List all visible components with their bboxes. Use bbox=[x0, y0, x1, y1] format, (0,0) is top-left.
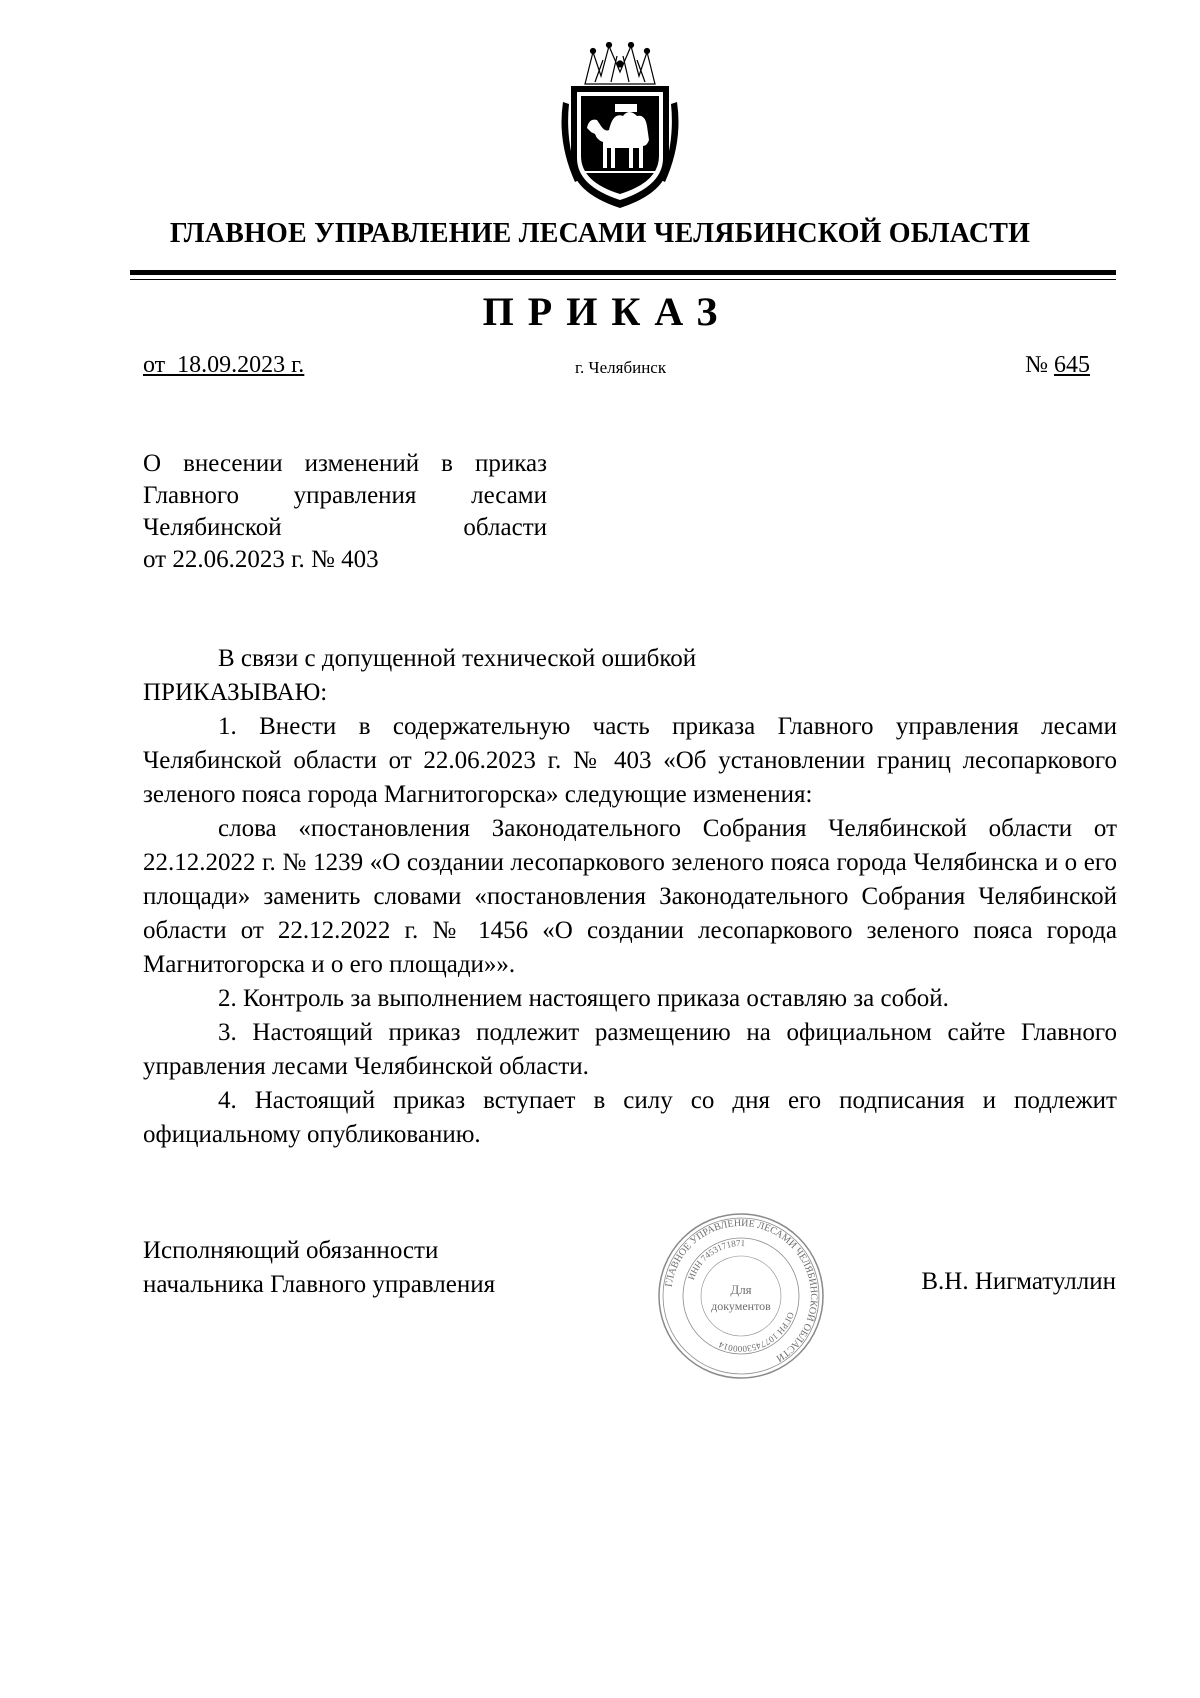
document-type-title: ПРИКАЗ bbox=[482, 289, 732, 334]
order-subject bbox=[143, 448, 547, 576]
header-divider-thick bbox=[130, 270, 1116, 275]
body-paragraph: 4. Настоящий приказ вступает в силу со дня его подписания и подлежит официальному опубликованию. bbox=[143, 1087, 1117, 1148]
body-paragraph: 3. Настоящий приказ подлежит размещению на официальном сайте Главного управления лесами Челябинской области. bbox=[143, 1019, 1117, 1080]
seal-center-line: документов bbox=[711, 1299, 771, 1313]
body-paragraph: 1. Внести в содержательную часть приказа Главного управления лесами Челябинской области от 22.06.2023 г. № 403 «Об установлении границ лесопаркового зеленого пояса города Магнитогорска» следующие изменения: bbox=[143, 713, 1117, 808]
body-paragraph: слова «постановления Законодательного Собрания Челябинской области от 22.12.2022 г. № 1239 «О создании лесопаркового зеленого пояса города Челябинска и о его площади» заменить словами «постановления Законодательного Собрания Челябинской области от 22.12.2022 г. № 1456 «О создании лесопаркового зеленого пояса города Магнитогорска и о его площади»». bbox=[143, 815, 1117, 978]
official-seal-icon bbox=[655, 1210, 827, 1382]
body-preamble: В связи с допущенной технической ошибкой bbox=[218, 645, 697, 672]
seal-inn-text: ИНН 7453171871 bbox=[685, 1237, 746, 1282]
seal-ring-text: ГЛАВНОЕ УПРАВЛЕНИЕ ЛЕСАМИ ЧЕЛЯБИНСКОЙ ОБЛАСТИ bbox=[663, 1217, 820, 1364]
order-number-value: 645 bbox=[1054, 352, 1090, 378]
organization-name: ГЛАВНОЕ УПРАВЛЕНИЕ ЛЕСАМИ ЧЕЛЯБИНСКОЙ ОБЛАСТИ bbox=[169, 218, 1031, 249]
signatory-title-line: начальника Главного управления bbox=[143, 1271, 496, 1298]
signatory-title bbox=[143, 1234, 495, 1302]
signatory-title-line: Исполняющий обязанности bbox=[143, 1237, 439, 1264]
seal-ogrn-text: ОГРН 1077453000014 bbox=[717, 1310, 797, 1355]
order-number-prefix: № bbox=[1025, 352, 1054, 378]
order-number bbox=[1025, 352, 1090, 379]
chelyabinsk-coat-of-arms-icon bbox=[555, 42, 685, 212]
order-body bbox=[143, 642, 1117, 1152]
subject-line: О внесении изменений в приказ bbox=[143, 450, 547, 477]
order-date: от 18.09.2023 г. bbox=[143, 352, 305, 378]
subject-line: Челябинской области bbox=[143, 514, 547, 541]
header-divider-thin bbox=[130, 279, 1116, 280]
body-paragraph: 2. Контроль за выполнением настоящего приказа оставляю за собой. bbox=[218, 985, 949, 1012]
subject-line: Главного управления лесами bbox=[143, 482, 547, 509]
body-command: ПРИКАЗЫВАЮ: bbox=[143, 679, 328, 706]
seal-center-line: Для bbox=[730, 1282, 752, 1297]
signatory-name: В.Н. Нигматуллин bbox=[921, 1268, 1116, 1295]
order-city: г. Челябинск bbox=[575, 358, 667, 377]
subject-line: от 22.06.2023 г. № 403 bbox=[143, 546, 379, 573]
